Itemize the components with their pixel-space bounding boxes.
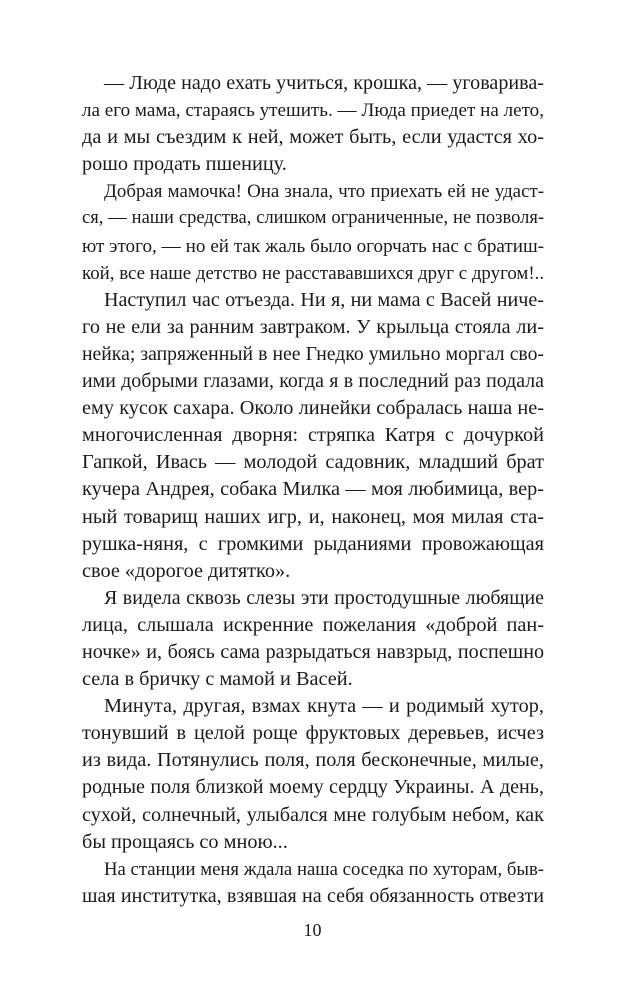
text-line: ему кусок сахара. Около линейки собралась наша не- — [82, 397, 544, 420]
text-line: — Люде надо ехать учиться, крошка, — уговарива- — [104, 72, 544, 94]
text-line: го не ели за ранним завтраком. У крыльца стояла ли- — [82, 315, 544, 338]
page-number: 10 — [303, 920, 322, 940]
text-line: На станции меня ждала наша соседка по хуторам, быв- — [104, 858, 544, 880]
text-line: лица, слышала искренние пожелания «доброй пан- — [82, 613, 544, 636]
text-line: ими добрыми глазами, когда я в последний раз подала — [82, 370, 544, 393]
text-line: кучера Андрея, собака Милка — моя любимица, вер- — [82, 478, 544, 501]
text-line: нейка; запряженный в нее Гнедко умильно моргал сво- — [82, 342, 544, 365]
body-text — [82, 70, 544, 910]
text-line: ночке» и, боясь сама разрыдаться навзрыд, поспешно — [82, 640, 544, 663]
text-line: да и мы съездим к ней, может быть, если удастся хо- — [82, 126, 544, 149]
text-line: из вида. Потянулись поля, поля бесконечные, милые, — [82, 749, 544, 772]
text-line: многочисленная дворня: стряпка Катря с дочуркой — [82, 424, 544, 447]
text-line: кой, все наше детство не расстававшихся друг с другом!.. — [82, 262, 544, 284]
text-line: села в бричку с мамой и Васей. — [82, 668, 353, 691]
text-line: рошо продать пшеницу. — [82, 153, 287, 176]
text-line: тонувший в целой роще фруктовых деревьев, исчез — [82, 722, 544, 745]
text-line: Минута, другая, взмах кнута — и родимый хутор, — [104, 695, 544, 718]
text-line: свое «дорогое дитятко». — [82, 559, 291, 582]
text-line: Добрая мамочка! Она знала, что приехать ей не удаст- — [104, 181, 544, 203]
text-line: бы прощаясь со мною... — [82, 830, 288, 853]
text-line: сухой, солнечный, улыбался мне голубым небом, как — [82, 803, 544, 826]
text-line: шая институтка, взявшая на себя обязанность отвезти — [82, 884, 544, 907]
text-line: родные поля близкой моему сердцу Украины. А день, — [82, 776, 544, 799]
text-line: Гапкой, Ивась — молодой садовник, младший брат — [82, 451, 544, 474]
text-line: ют этого, — но ей так жаль было огорчать нас с братиш- — [82, 235, 544, 257]
text-line: ся, — наши средства, слишком ограниченные, не позволя- — [82, 208, 544, 229]
text-line: ный товарищ наших игр, и, наконец, моя милая ста- — [82, 505, 544, 528]
text-line: Я видела сквозь слезы эти простодушные любящие — [104, 586, 544, 609]
text-line: рушка-няня, с громкими рыданиями провожающая — [82, 532, 544, 555]
text-line: ла его мама, стараясь утешить. — Люда приедет на лето, — [82, 100, 544, 122]
text-line: Наступил час отъезда. Ни я, ни мама с Васей ниче- — [104, 288, 544, 311]
